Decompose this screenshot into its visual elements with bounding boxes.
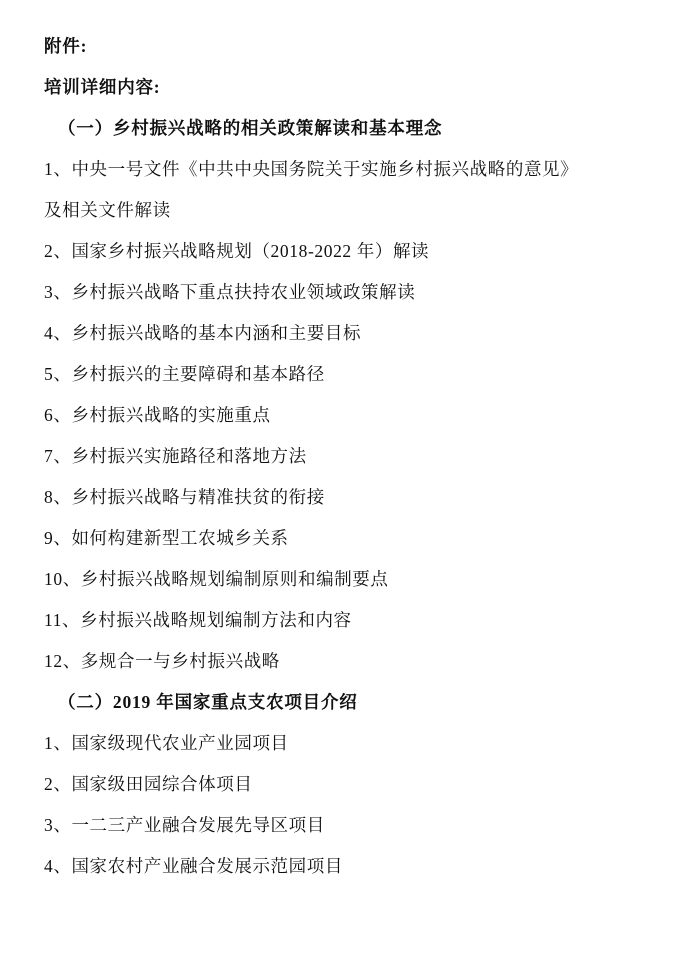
list-item-1-5: 5、乡村振兴的主要障碍和基本路径 bbox=[44, 364, 325, 384]
section-heading-2: （二）2019 年国家重点支农项目介绍 bbox=[58, 692, 358, 712]
list-item-1-11: 11、乡村振兴战略规划编制方法和内容 bbox=[44, 610, 352, 630]
list-item-1-12: 12、多规合一与乡村振兴战略 bbox=[44, 651, 280, 671]
document-body bbox=[44, 26, 644, 887]
list-item-1-9: 9、如何构建新型工农城乡关系 bbox=[44, 528, 289, 548]
list-item-1-1-continued: 及相关文件解读 bbox=[44, 200, 171, 220]
list-item-1-2: 2、国家乡村振兴战略规划（2018-2022 年）解读 bbox=[44, 241, 430, 261]
list-item-1-8: 8、乡村振兴战略与精准扶贫的衔接 bbox=[44, 487, 325, 507]
list-item-2-3: 3、一二三产业融合发展先导区项目 bbox=[44, 815, 325, 835]
attachment-label: 附件: bbox=[44, 36, 88, 56]
list-item-1-10: 10、乡村振兴战略规划编制原则和编制要点 bbox=[44, 569, 389, 589]
training-content-heading: 培训详细内容: bbox=[44, 77, 161, 97]
list-item-1-1: 1、中央一号文件《中共中央国务院关于实施乡村振兴战略的意见》 bbox=[44, 159, 579, 179]
list-item-1-4: 4、乡村振兴战略的基本内涵和主要目标 bbox=[44, 323, 362, 343]
list-item-1-7: 7、乡村振兴实施路径和落地方法 bbox=[44, 446, 307, 466]
list-item-2-2: 2、国家级田园综合体项目 bbox=[44, 774, 253, 794]
list-item-2-1: 1、国家级现代农业产业园项目 bbox=[44, 733, 289, 753]
list-item-2-4: 4、国家农村产业融合发展示范园项目 bbox=[44, 856, 343, 876]
section-heading-1: （一）乡村振兴战略的相关政策解读和基本理念 bbox=[58, 118, 443, 138]
list-item-1-6: 6、乡村振兴战略的实施重点 bbox=[44, 405, 271, 425]
list-item-1-3: 3、乡村振兴战略下重点扶持农业领域政策解读 bbox=[44, 282, 416, 302]
